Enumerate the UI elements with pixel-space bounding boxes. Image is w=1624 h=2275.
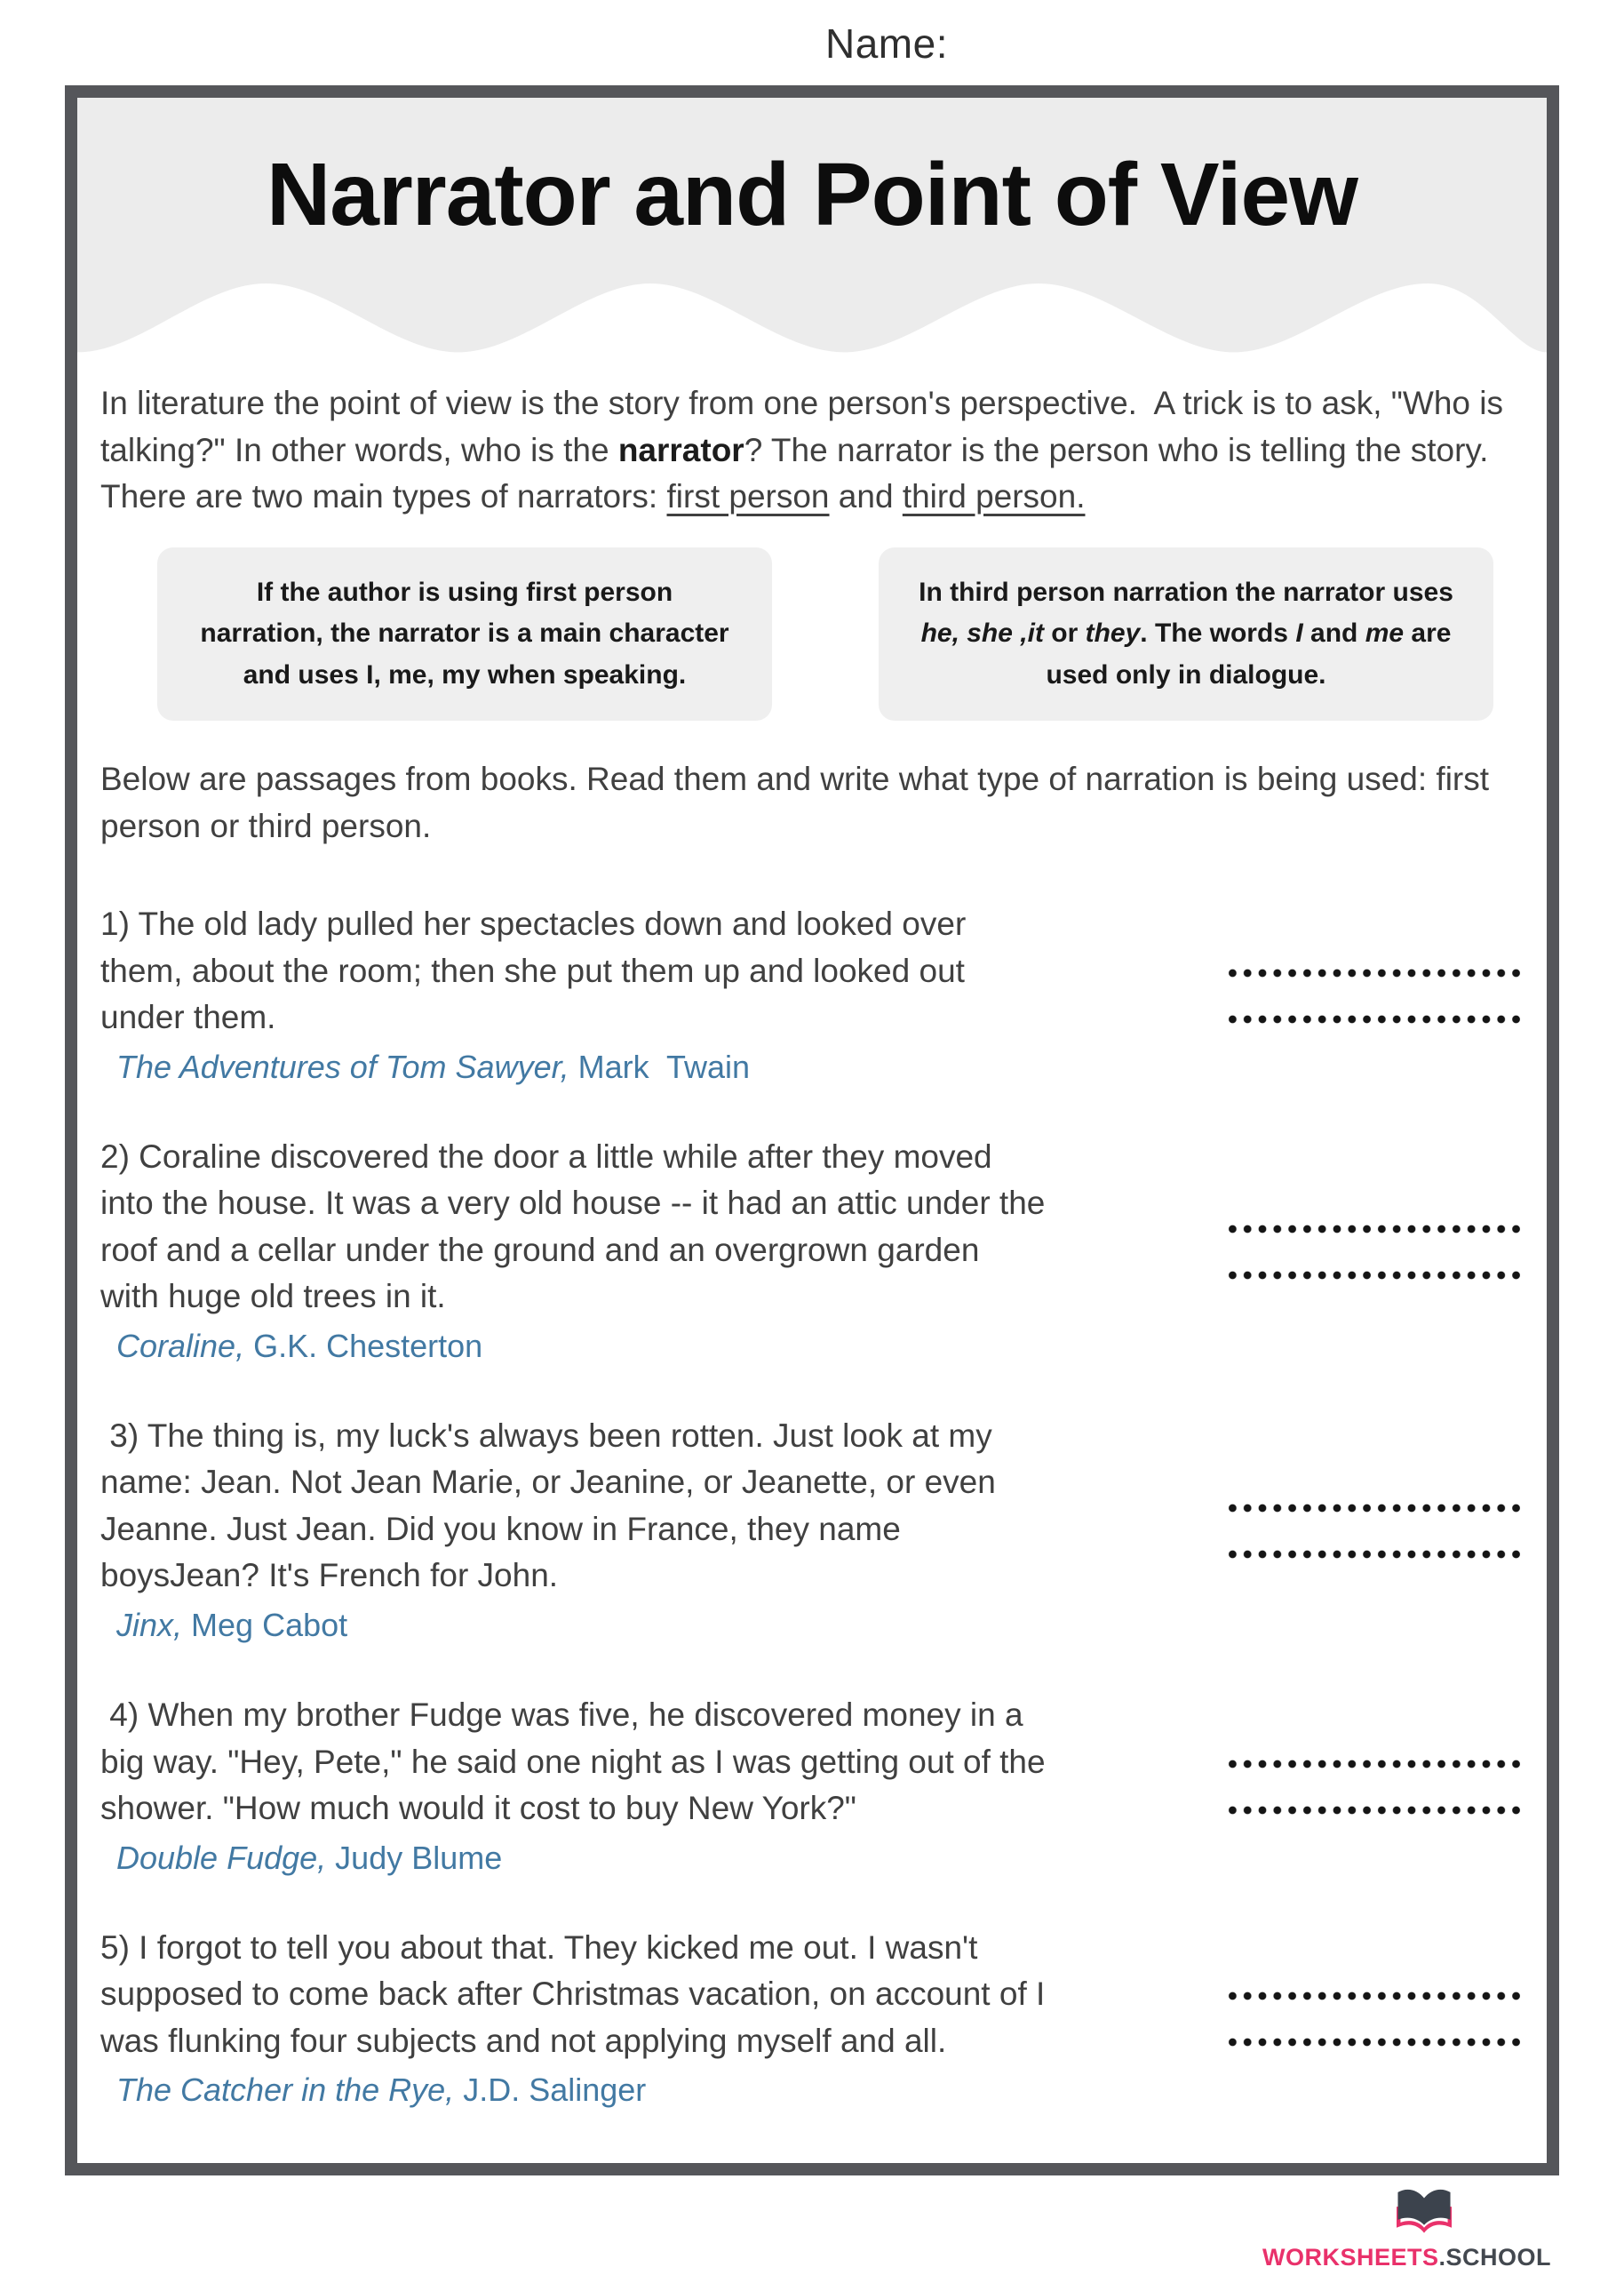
brand-worksheets: WORKSHEETS [1262, 2244, 1439, 2271]
pronouns-italic: he, she ,it [920, 619, 1044, 649]
passage-5-column [100, 1925, 1055, 2110]
name-field-label[interactable]: Name: [825, 20, 948, 67]
passage-2-source [100, 1328, 1047, 1365]
passage-1-text: 1) The old lady pulled her spectacles down and looked over them, about the room; then she put them up and looked out under them. [100, 906, 975, 1036]
answer-dotted-line[interactable] [1225, 1991, 1524, 2001]
passage-5 [100, 1925, 1524, 2110]
definition-boxes [100, 547, 1524, 722]
passage-2-answer-area [1225, 1134, 1524, 1365]
intro-text: In literature the point of view is the story from one person's perspective. A trick is to ask, "Who is talking?" In other words, who is the [100, 385, 1513, 468]
passage-4-column [100, 1692, 1055, 1877]
third-person-definition-box [879, 547, 1493, 722]
worksheet-header [77, 98, 1547, 354]
book-title: Coraline, [116, 1327, 245, 1364]
intro-paragraph [100, 380, 1524, 521]
passage-4-text: 4) When my brother Fudge was five, he discovered money in a big way. "Hey, Pete," he said one night as I was getting out of the shower. "How much would it cost to buy New York?" [100, 1696, 1055, 1827]
pronouns-italic: I [1295, 619, 1303, 649]
answer-dotted-line[interactable] [1225, 1224, 1524, 1234]
intro-underline-first-person: first person [666, 478, 830, 515]
pronouns-italic: me [1365, 619, 1405, 649]
page-title: Narrator and Point of View [267, 145, 1357, 244]
answer-dotted-line[interactable] [1225, 1805, 1524, 1816]
passage-2-column [100, 1134, 1055, 1365]
passage-3-answer-area [1225, 1413, 1524, 1644]
passage-1-source [100, 1049, 1047, 1086]
intro-bold-narrator: narrator [617, 431, 744, 468]
book-author: Mark Twain [569, 1048, 750, 1085]
answer-dotted-line[interactable] [1225, 1503, 1524, 1513]
passage-4-source [100, 1840, 1047, 1877]
passage-1-answer-area [1225, 901, 1524, 1086]
book-title: The Adventures of Tom Sawyer, [116, 1048, 569, 1085]
pronouns-italic: they [1085, 619, 1141, 649]
definition-text: . The words [1140, 619, 1296, 649]
passage-4 [100, 1692, 1524, 1877]
first-person-definition-box [157, 547, 772, 722]
book-author: Judy Blume [326, 1839, 503, 1876]
passage-5-text: 5) I forgot to tell you about that. They kicked me out. I wasn't supposed to come back after Christmas vacation, on account of I was flunking four subjects and not applying myself and all. [100, 1928, 1055, 2059]
passage-4-answer-area [1225, 1692, 1524, 1877]
open-book-icon [1391, 2187, 1457, 2242]
answer-dotted-line[interactable] [1225, 968, 1524, 978]
definition-text: or [1043, 619, 1086, 649]
answer-dotted-line[interactable] [1225, 1014, 1524, 1025]
wave-decoration [77, 275, 1547, 354]
book-author: G.K. Chesterton [244, 1327, 483, 1364]
book-title: The Catcher in the Rye, [116, 2071, 455, 2109]
passage-2 [100, 1134, 1524, 1365]
first-person-definition-text: If the author is using first person narration, the narrator is a main character and uses I, me, my when speaking. [200, 577, 736, 690]
book-title: Jinx, [116, 1607, 183, 1643]
passage-3-source [100, 1607, 1047, 1644]
passage-2-text: 2) Coraline discovered the door a little while after they moved into the house. It was a very old house -- it had an attic under the roof and a cellar under the ground and an overgrown garden with huge old trees in it. [100, 1138, 1055, 1315]
answer-dotted-line[interactable] [1225, 1270, 1524, 1281]
intro-text: ? The narrator is the person who is telling the story. There are two main types of narrators: [100, 431, 1498, 515]
definition-text: are used only in dialogue. [1046, 619, 1459, 690]
intro-underline-third-person: third person. [902, 478, 1086, 515]
instruction-paragraph: Below are passages from books. Read them and write what type of narration is being used: first person or third person. [100, 761, 1490, 844]
book-author: J.D. Salinger [454, 2071, 647, 2109]
definition-text: In third person narration the narrator uses [919, 577, 1461, 607]
definition-text: and [1302, 619, 1365, 649]
brand-school: .SCHOOL [1438, 2244, 1551, 2271]
passage-1-column [100, 901, 1047, 1086]
answer-dotted-line[interactable] [1225, 1759, 1524, 1769]
passage-5-answer-area [1225, 1925, 1524, 2110]
worksheets-school-logo [1262, 2187, 1551, 2271]
third-person-definition-text [918, 572, 1461, 697]
passage-3 [100, 1413, 1524, 1644]
worksheet-content [77, 380, 1547, 2109]
brand-text [1262, 2244, 1551, 2271]
answer-dotted-line[interactable] [1225, 2037, 1524, 2048]
book-title: Double Fudge, [116, 1839, 327, 1876]
passage-5-source [100, 2071, 1047, 2109]
answer-dotted-line[interactable] [1225, 1549, 1524, 1560]
passage-1 [100, 901, 1524, 1086]
worksheet-sheet [65, 85, 1559, 2175]
passage-3-column [100, 1413, 1047, 1644]
book-author: Meg Cabot [182, 1607, 348, 1643]
intro-text: and [829, 478, 903, 515]
passage-3-text: 3) The thing is, my luck's always been rotten. Just look at my name: Jean. Not Jean Marie, or Jeanine, or Jeanette, or even Jeanne. Just Jean. Did you know in France, they name boysJean? It's French for John. [100, 1417, 1006, 1594]
